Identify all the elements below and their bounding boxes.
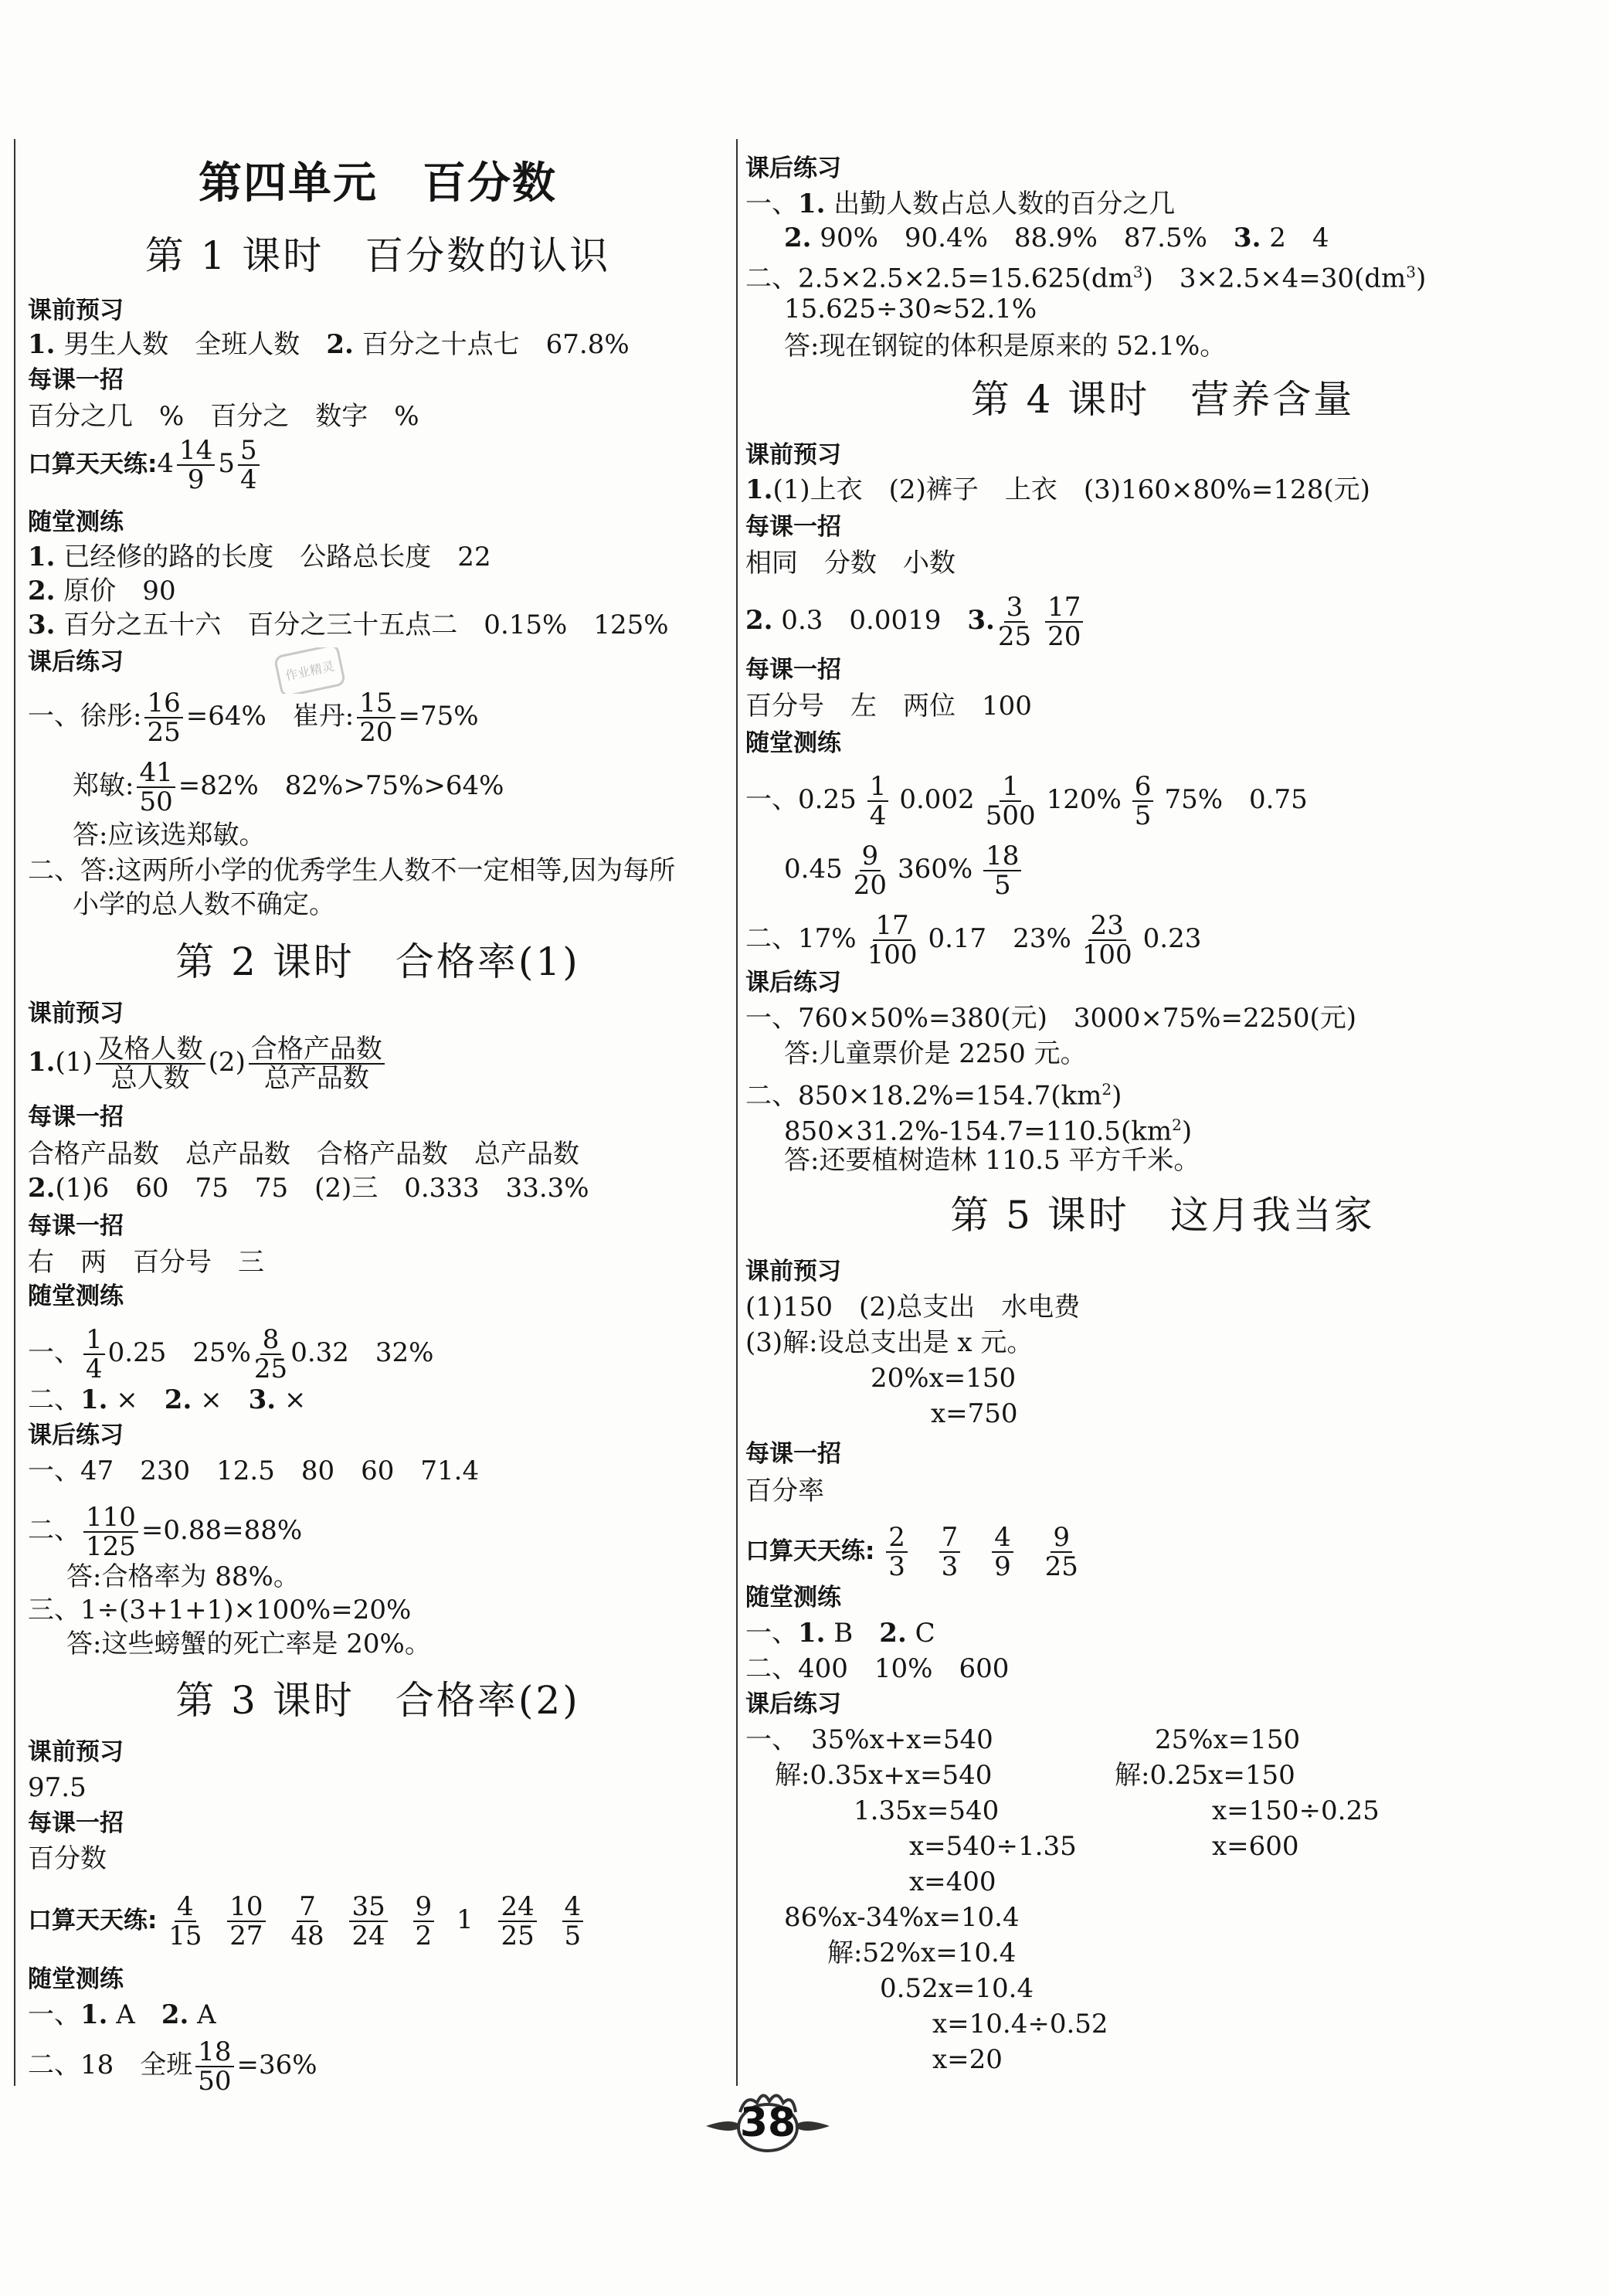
line: x=150÷0.25 (1212, 1795, 1380, 1826)
line: 百分号 左 两位 100 (745, 691, 1032, 722)
heading-tip: 每课一招 (745, 1440, 841, 1468)
line: 右 两 百分号 三 (28, 1247, 264, 1278)
line: 1.(1) 及格人数 总人数 (2) 合格产品数 总产品数 (28, 1035, 388, 1092)
line: 答:儿童票价是 2250 元。 (784, 1038, 1087, 1069)
line: 2. 原价 90 (28, 576, 176, 606)
line: 1. 已经修的路的长度 公路总长度 22 (28, 542, 491, 572)
heading-tip: 每课一招 (28, 1212, 124, 1240)
heading-tip: 每课一招 (745, 656, 841, 684)
line: (3)解:设总支出是 x 元。 (745, 1327, 1034, 1358)
fraction: $\frac{5}{4}$ (238, 436, 260, 494)
line: 郑敏: $\frac{41}{50}$ =82% 82%>75%>64% (73, 757, 504, 817)
line: 3. 百分之五十六 百分之三十五点二 0.15% 125% (28, 610, 669, 640)
line: 二、答:这两所小学的优秀学生人数不一定相等,因为每所 (28, 855, 676, 886)
mental-math-line: 口算天天练:4 $\frac{14}{9}$ 5 $\frac{5}{4}$ (28, 436, 263, 494)
heading-homework: 课后练习 (745, 969, 841, 997)
lesson-2-title: 第 2 课时 合格率(1) (175, 939, 580, 984)
line: 解:0.25x=150 (1115, 1760, 1295, 1791)
heading-preview: 课前预习 (745, 1258, 841, 1286)
line: 答:这些螃蟹的死亡率是 20%。 (66, 1629, 431, 1659)
line: 一、 35%x+x=540 (745, 1724, 993, 1755)
line: 答:还要植树造林 110.5 平方千米。 (784, 1145, 1200, 1176)
line: 答:应该选郑敏。 (73, 820, 266, 851)
lesson-3-title: 第 3 课时 合格率(2) (175, 1678, 580, 1723)
line: 86%x-34%x=10.4 (784, 1902, 1020, 1933)
line: 小学的总人数不确定。 (73, 889, 335, 920)
lesson-1-title: 第 1 课时 百分数的认识 (144, 233, 611, 278)
line: 解:0.35x+x=540 (775, 1760, 993, 1791)
line: x=750 (931, 1398, 1018, 1429)
line: 1.35x=540 (854, 1795, 1000, 1826)
heading-class-test: 随堂测练 (28, 1965, 124, 1993)
line: 二、17% $\frac{17}{100}$ 0.17 23% $\frac{23}{100}$ 0.23 (745, 910, 1202, 970)
line: 百分之几 % 百分之 数字 % (28, 401, 419, 432)
heading-class-test: 随堂测练 (28, 1282, 124, 1310)
line: 一、760×50%=380(元) 3000×75%=2250(元) (745, 1003, 1356, 1034)
heading-homework: 课后练习 (745, 155, 841, 182)
line: x=540÷1.35 (909, 1831, 1077, 1862)
line: 1.(1)上衣 (2)裤子 上衣 (3)160×80%=128(元) (745, 474, 1370, 505)
line: 0.52x=10.4 (880, 1973, 1034, 2004)
column-divider (736, 139, 738, 2086)
line: 一、0.25 $\frac{1}{4}$ 0.002 $\frac{1}{500}$ 120% $\frac{6}{5}$ 75% 0.75 (745, 771, 1308, 831)
mental-math-line: 口算天天练: $\frac{2}{3}$ $\frac{7}{3}$ $\frac{4}{9}$ $\frac{9}{25}$ (745, 1522, 1078, 1582)
page-number-text: 38 (739, 2100, 796, 2146)
line: 二、 $\frac{110}{125}$ =0.88=88% (28, 1502, 303, 1562)
line: 答:现在钢锭的体积是原来的 52.1%。 (784, 331, 1227, 362)
heading-homework: 课后练习 (28, 648, 124, 676)
line: 15.625÷30≈52.1% (784, 294, 1037, 324)
heading-class-test: 随堂测练 (28, 508, 124, 536)
heading-homework: 课后练习 (745, 1690, 841, 1718)
line: 2. 90% 90.4% 88.9% 87.5% 3. 2 4 (784, 222, 1329, 253)
left-margin-rule (14, 139, 15, 2086)
line: x=400 (909, 1866, 996, 1897)
line: 解:52%x=10.4 (827, 1938, 1017, 1968)
mental-math-line: 口算天天练: $\frac{4}{15}$ $\frac{10}{27}$ $\frac{7}{48}$ $\frac{35}{24}$ $\frac{9}{2}$ 1 $\frac{24}{25}$ $\frac{4}{5}$ (28, 1893, 586, 1950)
line: 2. 0.3 0.0019 3. $\frac{3}{25}$ $\frac{17}{20}$ (745, 593, 1086, 650)
line: 相同 分数 小数 (745, 548, 956, 579)
heading-tip: 每课一招 (28, 1809, 124, 1837)
unit-title: 第四单元 百分数 (199, 158, 557, 209)
line: 97.5 (28, 1772, 87, 1803)
line: 0.45 $\frac{9}{20}$ 360% $\frac{18}{5}$ (784, 842, 1032, 899)
line: 一、1. A 2. A (28, 1999, 216, 2030)
heading-class-test: 随堂测练 (745, 1584, 841, 1612)
heading-tip: 每课一招 (28, 1103, 124, 1131)
line: 答:合格率为 88%。 (66, 1561, 300, 1592)
line: 20%x=150 (871, 1363, 1017, 1394)
heading-preview: 课前预习 (28, 1000, 124, 1027)
line: 一、1. 出勤人数占总人数的百分之几 (745, 189, 1176, 219)
line: $850\times 31.2\%-154.7=110.5(km^2)$ (784, 1116, 1193, 1147)
line: 二、$2.5\times 2.5\times 2.5=15.625(dm^3)$ $3\times 2.5\times 4=30(dm^3)$ (745, 263, 1427, 294)
heading-preview: 课前预习 (745, 441, 841, 469)
page-number (701, 2086, 834, 2157)
line: 一、47 230 12.5 80 60 71.4 (28, 1455, 480, 1486)
line: 百分数 (28, 1843, 107, 1874)
line: x=10.4÷0.52 (932, 2009, 1108, 2040)
line: 一、1. B 2. C (745, 1618, 935, 1649)
heading-homework: 课后练习 (28, 1421, 124, 1449)
line: 25%x=150 (1155, 1724, 1301, 1755)
heading-tip: 每课一招 (28, 366, 124, 394)
line: 2.(1)6 60 75 75 (2)三 0.333 33.3% (28, 1173, 589, 1204)
line: 二、400 10% 600 (745, 1653, 1010, 1684)
lesson-4-title: 第 4 课时 营养含量 (970, 377, 1355, 422)
fraction: $\frac{14}{9}$ (177, 436, 215, 494)
line: 二、18 全班 $\frac{18}{50}$ =36% (28, 2036, 317, 2097)
line: 百分率 (745, 1476, 824, 1506)
heading-tip: 每课一招 (745, 513, 841, 541)
line: 二、1. × 2. × 3. × (28, 1384, 307, 1415)
lesson-5-title: 第 5 课时 这月我当家 (950, 1193, 1375, 1238)
heading-preview: 课前预习 (28, 297, 124, 324)
heading-class-test: 随堂测练 (745, 729, 841, 757)
line: x=600 (1212, 1831, 1299, 1862)
watermark-stamp (275, 647, 345, 694)
line: 三、1÷(3+1+1)×100%=20% (28, 1595, 412, 1625)
line: (1)150 (2)总支出 水电费 (745, 1292, 1081, 1323)
line: x=20 (932, 2044, 1003, 2075)
heading-preview: 课前预习 (28, 1738, 124, 1766)
svg-text:作业精灵: 作业精灵 (283, 658, 336, 684)
line: 1. 男生人数 全班人数 2. 百分之十点七 67.8% (28, 329, 630, 360)
line: 一、徐彤: $\frac{16}{25}$ =64% 崔丹: $\frac{15}{20}$ =75% (28, 688, 479, 748)
line: 一、 $\frac{1}{4}$ 0.25 25% $\frac{8}{25}$ 0.32 32% (28, 1324, 434, 1384)
line: 合格产品数 总产品数 合格产品数 总产品数 (28, 1139, 579, 1170)
line: 二、$850\times 18.2\%=154.7(km^2)$ (745, 1080, 1122, 1112)
